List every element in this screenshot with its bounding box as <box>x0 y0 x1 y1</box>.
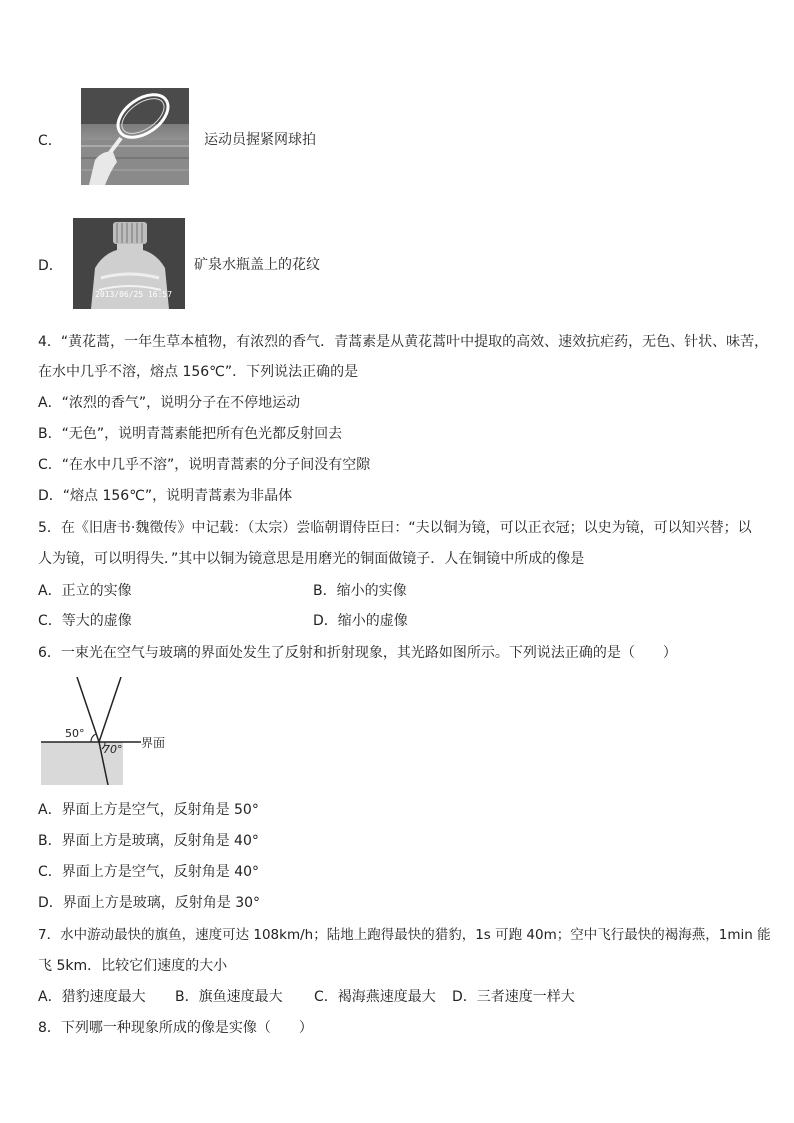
q6-option-d: D．界面上方是玻璃，反射角是 30° <box>38 895 261 911</box>
q7-option-a: A．猎豹速度最大 <box>38 989 146 1005</box>
option-letter-c: C． <box>38 133 62 149</box>
q6-stem: 6．一束光在空气与玻璃的界面处发生了反射和折射现象，其光路如图所示。下列说法正确的是（ ） <box>38 645 677 661</box>
q7-option-b: B．旗鱼速度最大 <box>175 989 283 1005</box>
light-path-figure <box>41 677 171 785</box>
q7-stem-line1: 7．水中游动最快的旗鱼，速度可达 108km/h；陆地上跑得最快的猎豹，1s 可跑 40m；空中飞行最快的褐海燕，1min 能 <box>38 927 771 943</box>
option-c-text: 运动员握紧网球拍 <box>204 132 316 148</box>
q4-option-a: A．“浓烈的香气”，说明分子在不停地运动 <box>38 395 301 411</box>
q7-option-c: C．褐海燕速度最大 <box>314 989 436 1005</box>
option-d-text: 矿泉水瓶盖上的花纹 <box>194 257 320 273</box>
angle-label-50: 50° <box>65 727 85 740</box>
photo-timestamp: 2013/06/25 16:57 <box>95 290 173 299</box>
q4-option-d: D．“熔点 156℃”，说明青蒿素为非晶体 <box>38 488 293 504</box>
q4-stem-line2: 在水中几乎不溶，熔点 156℃”．下列说法正确的是 <box>38 364 359 380</box>
tennis-racket-photo <box>81 88 189 185</box>
q5-option-d: D．缩小的虚像 <box>313 613 408 629</box>
q4-option-b: B．“无色”，说明青蒿素能把所有色光都反射回去 <box>38 426 343 442</box>
interface-label: 界面 <box>141 736 166 750</box>
q4-stem-line1: 4．“黄花蒿，一年生草本植物，有浓烈的香气．青蒿素是从黄花蒿叶中提取的高效、速效抗疟药，无色、针状、味苦， <box>38 334 769 350</box>
q6-option-b: B．界面上方是玻璃，反射角是 40° <box>38 833 259 849</box>
q7-option-d: D．三者速度一样大 <box>452 989 575 1005</box>
q6-option-c: C．界面上方是空气，反射角是 40° <box>38 864 260 880</box>
q5-stem-line1: 5．在《旧唐书·魏徵传》中记载：（太宗）尝临朝谓侍臣曰：“夫以铜为镜，可以正衣冠；以史为镜，可以知兴替；以 <box>38 520 752 536</box>
angle-label-70: 70° <box>103 743 123 756</box>
q5-stem-line2: 人为镜，可以明得失．”其中以铜为镜意思是用磨光的铜面做镜子．人在铜镜中所成的像是 <box>38 551 585 567</box>
q5-option-a: A．正立的实像 <box>38 583 132 599</box>
q5-option-b: B．缩小的实像 <box>313 583 407 599</box>
q8-stem: 8．下列哪一种现象所成的像是实像（ ） <box>38 1020 313 1036</box>
q4-option-c: C．“在水中几乎不溶”，说明青蒿素的分子间没有空隙 <box>38 457 371 473</box>
q6-option-a: A．界面上方是空气，反射角是 50° <box>38 802 259 818</box>
q5-option-c: C．等大的虚像 <box>38 613 132 629</box>
option-letter-d: D． <box>38 258 63 274</box>
bottle-cap-photo <box>73 218 185 309</box>
q7-stem-line2: 飞 5km．比较它们速度的大小 <box>38 958 228 974</box>
